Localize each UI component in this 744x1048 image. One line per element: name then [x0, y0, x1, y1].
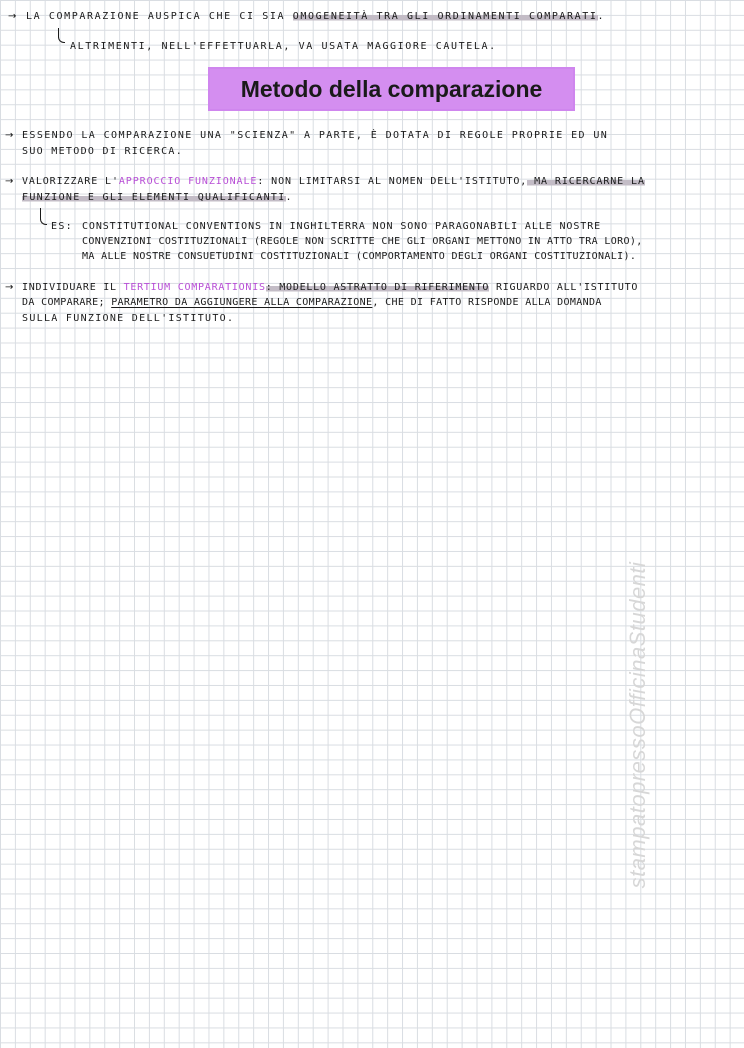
watermark: stampatopressoOfficinaStudenti [625, 561, 650, 889]
bullet-2-line-2 [22, 190, 293, 205]
example-brace [40, 208, 47, 225]
arrow-icon: → [5, 130, 14, 141]
page-title: Metodo della comparazione [240, 75, 543, 102]
example-line-2: CONVENZIONI COSTITUZIONALI (REGOLE NON SCRITTE CHE GLI ORGANI METTONO IN ATTO TRA LORO), [82, 236, 643, 247]
note-brace [58, 28, 65, 43]
bullet-2-line-1 [22, 174, 645, 189]
bullet-3-underline: PARAMETRO DA AGGIUNGERE ALLA COMPARAZIONE [111, 297, 373, 308]
arrow-icon: → [8, 11, 17, 22]
bullet-3-text-end: RIGUARDO ALL'ISTITUTO [489, 282, 639, 293]
tertium-highlight: TERTIUM COMPARATIONIS [123, 282, 266, 293]
bullet-3-text: INDIVIDUARE IL [22, 282, 124, 293]
bullet-2-grey-highlight-2: FUNZIONE E GLI ELEMENTI QUALIFICANTI [22, 192, 286, 203]
bullet-1-line-1: ESSENDO LA COMPARAZIONE UNA "SCIENZA" A PARTE, È DOTATA DI REGOLE PROPRIE ED UN [22, 130, 609, 141]
bullet-1-line-2: SUO METODO DI RICERCA. [22, 146, 184, 157]
example-line-3: MA ALLE NOSTRE CONSUETUDINI COSTITUZIONALI (COMPORTAMENTO DEGLI ORGANI COSTITUZIONALI). [82, 251, 637, 262]
note-text-end: . [597, 11, 606, 22]
note-highlight: OMOGENEITÀ TRA GLI ORDINAMENTI COMPARATI [292, 11, 598, 22]
approccio-funzionale-highlight: APPROCCIO FUNZIONALE [118, 176, 258, 187]
bullet-3-grey-highlight: : MODELLO ASTRATTO DI RIFERIMENTO [265, 282, 490, 293]
arrow-icon: → [5, 176, 14, 187]
bullet-3-line-2 [22, 295, 602, 310]
bullet-2-grey-highlight: MA RICERCARNE LA [527, 176, 645, 187]
bullet-3-line-1 [22, 280, 638, 295]
title-highlight-box [208, 67, 575, 111]
bullet-2-text-end: . [285, 192, 293, 203]
note-line-2: ALTRIMENTI, NELL'EFFETTUARLA, VA USATA MAGGIORE CAUTELA. [70, 41, 497, 52]
note-text: LA COMPARAZIONE AUSPICA CHE CI SIA [26, 11, 293, 22]
note-line [26, 9, 605, 24]
bullet-3-line-3: SULLA FUNZIONE DELL'ISTITUTO. [22, 313, 235, 324]
arrow-icon: → [5, 282, 14, 293]
example-line-1: CONSTITUTIONAL CONVENTIONS IN INGHILTERRA NON SONO PARAGONABILI ALLE NOSTRE [82, 221, 602, 232]
bullet-3-text-2-end: , CHE DI FATTO RISPONDE ALLA DOMANDA [372, 297, 602, 308]
bullet-2-text: VALORIZZARE L' [22, 176, 119, 187]
bullet-3-text-2: DA COMPARARE; [22, 297, 112, 308]
bullet-2-text-mid: : NON LIMITARSI AL NOMEN DELL'ISTITUTO, [257, 176, 528, 187]
example-label: ES: [51, 221, 73, 232]
